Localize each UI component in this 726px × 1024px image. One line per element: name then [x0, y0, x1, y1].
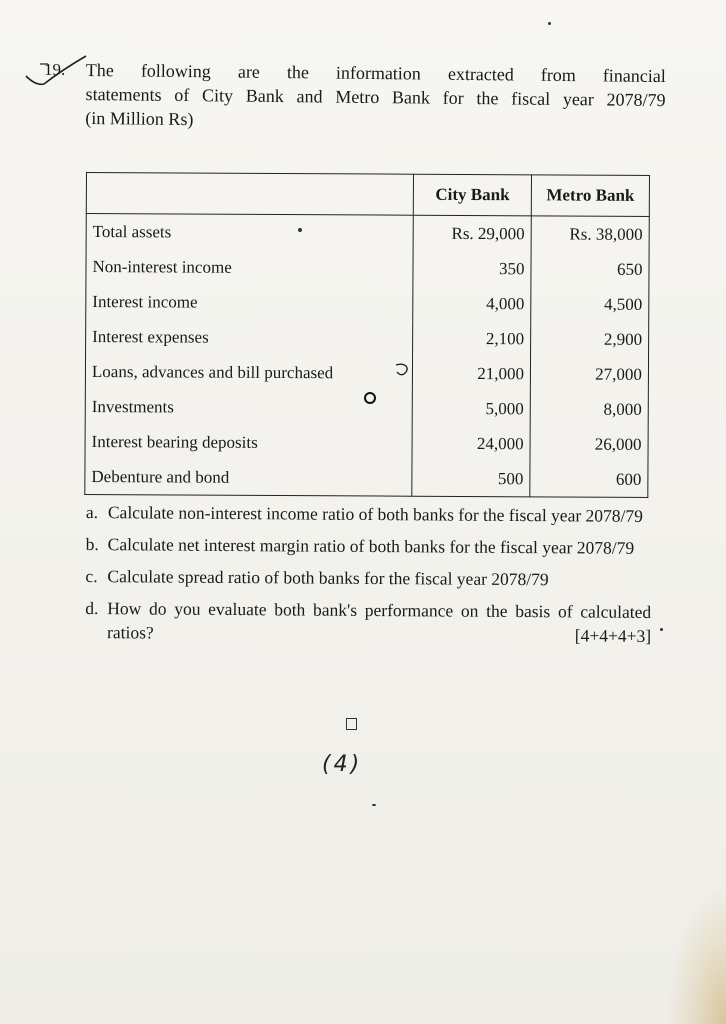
sub-question — [85, 564, 651, 592]
checkbox-mark — [346, 718, 357, 730]
speck — [372, 804, 376, 806]
pen-mark-circle — [364, 392, 376, 404]
sub-question-text: Calculate net interest margin ratio of both banks for the fiscal year 2078/79 — [107, 534, 635, 558]
sub-question — [86, 500, 652, 528]
row-label: Loans, advances and bill purchased — [85, 354, 412, 391]
table-row — [85, 424, 648, 462]
sub-question-letter: b. — [85, 533, 99, 555]
table-row — [86, 214, 649, 252]
city-bank-value: 2,100 — [413, 321, 531, 357]
table-header-row — [86, 173, 649, 217]
metro-bank-value: 4,500 — [531, 286, 649, 322]
paper-stain — [666, 884, 726, 1024]
table-row — [86, 249, 649, 287]
intro-line: The following are the information extracted from financial — [85, 59, 666, 87]
intro-line: statements of City Bank and Metro Bank for the fiscal year 2078/79 — [85, 83, 666, 111]
sub-questions — [85, 500, 652, 656]
table-row — [85, 459, 648, 497]
city-bank-value: Rs. 29,000 — [413, 215, 531, 251]
table-header-city-bank: City Bank — [413, 174, 531, 216]
bank-data-table — [84, 172, 650, 498]
city-bank-value: 350 — [413, 251, 531, 287]
sub-question-text — [107, 596, 651, 648]
sub-question-letter: a. — [85, 501, 99, 523]
row-label: Investments — [85, 389, 412, 426]
sub-question — [86, 532, 652, 560]
sub-question-letter: c. — [85, 565, 98, 587]
metro-bank-value: 27,000 — [530, 356, 648, 392]
table-header-blank — [86, 173, 413, 216]
city-bank-value: 21,000 — [412, 356, 530, 392]
speck — [298, 228, 302, 232]
row-label: Interest income — [86, 284, 413, 321]
table-row — [86, 284, 649, 322]
metro-bank-value: 600 — [530, 461, 648, 497]
metro-bank-value: 26,000 — [530, 426, 648, 462]
city-bank-value: 500 — [412, 461, 530, 497]
sub-question-text: Calculate non-interest income ratio of both banks for the fiscal year 2078/79 — [107, 502, 644, 526]
speck — [548, 22, 551, 25]
row-label: Interest bearing deposits — [85, 424, 412, 461]
sub-question-text: Calculate spread ratio of both banks for the fiscal year 2078/79 — [107, 566, 549, 590]
row-label: Interest expenses — [86, 319, 413, 356]
sub-question-d-text: How do you evaluate both bank's performance on the basis of calculated ratios? — [107, 598, 652, 643]
speck — [660, 628, 663, 631]
row-label: Non-interest income — [86, 249, 413, 286]
question-number: 19. — [44, 60, 66, 79]
table-row — [86, 319, 649, 357]
row-label: Total assets — [86, 214, 413, 251]
page-number: (4) — [322, 752, 363, 777]
sub-question — [85, 596, 651, 648]
city-bank-value: 4,000 — [413, 286, 531, 322]
pen-scribble-icon — [394, 362, 410, 378]
metro-bank-value: 2,900 — [531, 321, 649, 357]
question-intro — [85, 58, 666, 136]
city-bank-value: 24,000 — [412, 426, 530, 462]
table-row — [85, 354, 648, 392]
intro-line: (in Million Rs) — [85, 107, 194, 130]
metro-bank-value: Rs. 38,000 — [531, 216, 649, 252]
metro-bank-value: 650 — [531, 251, 649, 287]
table-header-metro-bank: Metro Bank — [531, 175, 649, 217]
marks-allocation: [4+4+4+3] — [574, 625, 652, 646]
sub-question-letter: d. — [85, 597, 99, 619]
row-label: Debenture and bond — [85, 459, 412, 496]
city-bank-value: 5,000 — [412, 391, 530, 427]
metro-bank-value: 8,000 — [530, 391, 648, 427]
